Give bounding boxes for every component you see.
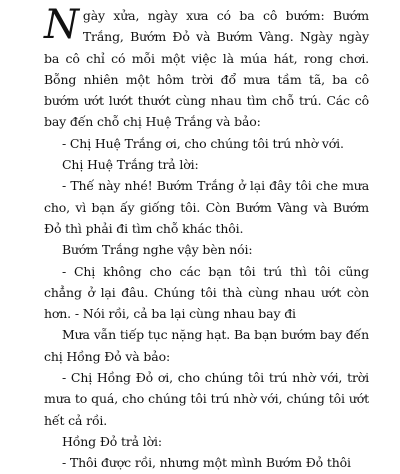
paragraph-8: - Chị Hồng Đỏ ơi, cho chúng tôi trú nhờ với, trời mưa to quá, cho chúng tôi trú nhờ với, chúng tôi ướt hết cả rồi.: [44, 370, 369, 428]
paragraph-1-text: gày xửa, ngày xưa có ba cô bướm: Bướm Trắng, Bướm Đỏ và Bướm Vàng. Ngày ngày ba cô chỉ có mỗi một việc là múa hát, rong chơi. Bỗng nhiên một hôm trời đổ mưa tầm tã, ba cô bướm ướt lướt thướt cùng nhau tìm chỗ trú. Các cô bay đến chỗ chị Huệ Trắng và bảo:: [44, 8, 369, 130]
paragraph-2: - Chị Huệ Trắng ơi, cho chúng tôi trú nhờ với.: [62, 135, 344, 151]
paragraph-3: Chị Huệ Trắng trả lời:: [62, 157, 199, 173]
paragraph-5: Bướm Trắng nghe vậy bèn nói:: [62, 242, 253, 258]
paragraph-1: [44, 2, 369, 133]
paragraph-7: Mưa vẫn tiếp tục nặng hạt. Ba bạn bướm bay đến chị Hồng Đỏ và bảo:: [44, 327, 369, 364]
paragraph-10: - Thôi được rồi, nhưng một mình Bướm Đỏ thôi: [62, 455, 351, 471]
paragraph-6: - Chị không cho các bạn tôi trú thì tôi cũng chẳng ở lại đâu. Chúng tôi thà cùng nhau ướt còn hơn. - Nói rồi, cả ba lại cùng nhau bay đi: [44, 263, 369, 322]
drop-cap-letter: N: [44, 2, 79, 48]
paragraph-9: Hồng Đỏ trả lời:: [62, 433, 162, 449]
paragraph-4: - Thế này nhé! Bướm Trắng ở lại đây tôi che mưa cho, vì bạn ấy giống tôi. Còn Bướm Vàng và Bướm Đỏ thì phải đi tìm chỗ khác thôi.: [44, 178, 369, 236]
story-text: [44, 2, 369, 474]
